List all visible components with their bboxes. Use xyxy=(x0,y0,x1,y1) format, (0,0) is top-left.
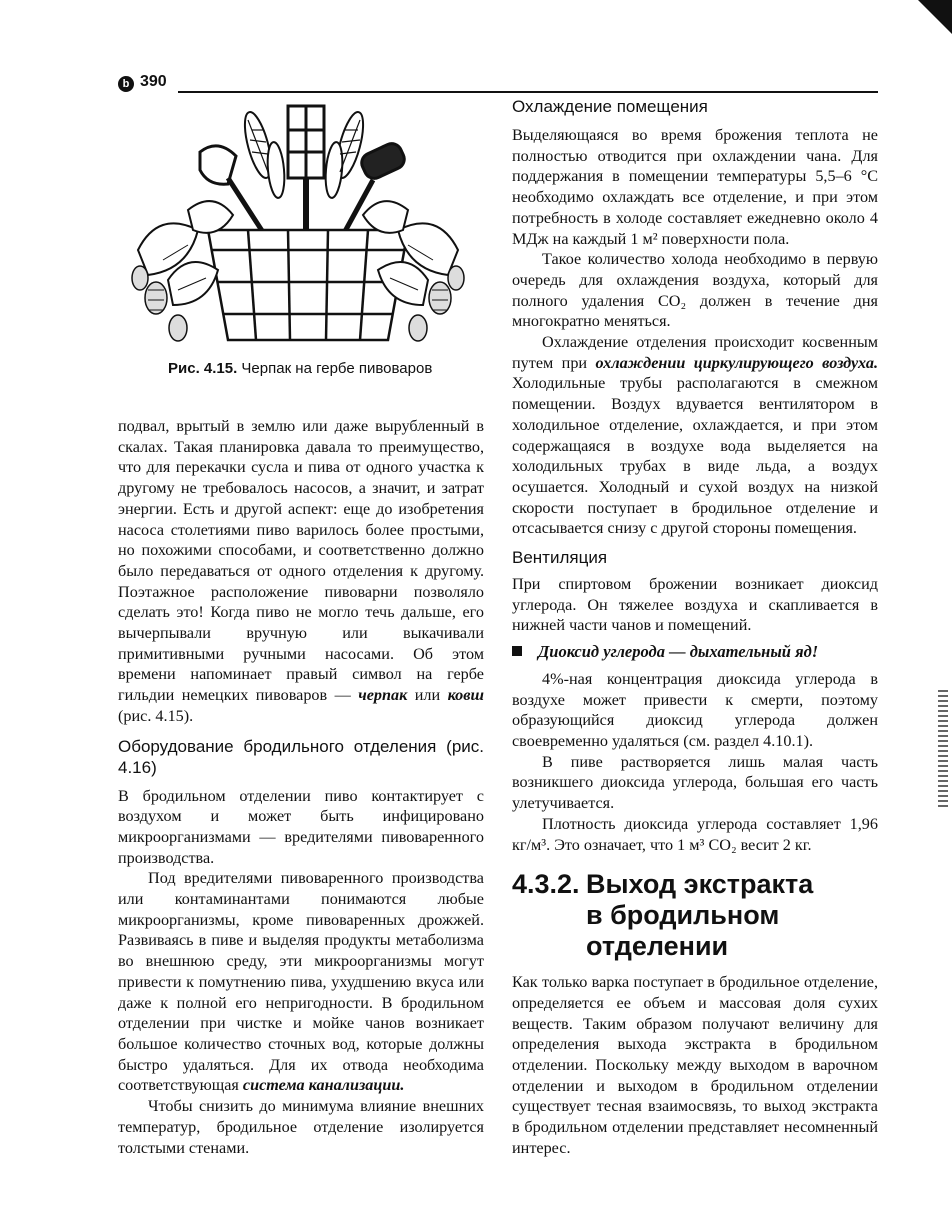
left-p1-end: (рис. 4.15). xyxy=(118,706,194,725)
right-paragraph-3 xyxy=(512,332,878,539)
section-heading-room-cooling: Охлаждение помещения xyxy=(512,97,708,116)
header-rule xyxy=(178,91,878,93)
warning-text: Диоксид углерода — дыхательный яд! xyxy=(538,642,819,662)
right-paragraph-8: Как только варка поступает в бродильное отделение, определяется ее объем и массовая доля сухих веществ. Таким образом получают величину для определения выхода экстракта в бродильном отделении. Поскольку между выходом в варочном отделении и выходом в бродильном отделении существует тесная взаимосвязь, то выход экстракта в бродильном отделении представляет несомненный интерес. xyxy=(512,973,878,1157)
right-paragraph-5: 4%-ная концентрация диоксида углерода в воздухе может привести к смерти, поэтому образующийся диоксид углерода должен своевременно удаляться (см. раздел 4.10.1). xyxy=(512,669,878,750)
bullet-square-icon xyxy=(512,646,522,656)
figure-caption xyxy=(168,360,468,377)
left-column xyxy=(118,416,484,1158)
left-paragraph-3 xyxy=(118,868,484,1096)
left-p1-text: подвал, врытый в землю или даже вырубленный в скалах. Такая планировка давала то преимущество, что для перекачки сусла и пива от одного участка к другому не требовалось насосов, а значит, и затрат энергии. Есть и другой аспект: еще до изобретения насоса столетиями пиво варилось более простыми, но похожими способами, и соответственно должно было передаваться от одного отделения к другому. Поэтажное расположение пивоварни позволяло сделать это! Когда пиво не могло течь дальше, его вычерпывали вручную или выкачивали примитивными ручными насосами. Об этом времени напоминает правый символ на гербе гильдии немецких пивоваров — xyxy=(118,417,484,705)
circled-b-icon: b xyxy=(118,76,134,92)
figure-caption-number: Рис. 4.15. xyxy=(168,360,238,377)
section-number: 4.3.2. xyxy=(512,869,580,900)
left-p1-emphasis-2: ковш xyxy=(447,686,484,705)
left-paragraph-1 xyxy=(118,416,484,727)
left-paragraph-2: В бродильном отделении пиво контактирует с воздухом и может быть инфицировано микроорганизмами — вредителями пивоваренного производства. xyxy=(118,786,484,867)
page-number: 390 xyxy=(140,73,167,90)
right-paragraph-1: Выделяющаяся во время брожения теплота не полностью отводится при охлаждении чана. Для поддержания в помещении температуры 5,5–6 °С необходимо охлаждать все отделение, и при этом потребность в холоде составляет ежедневно около 4 МДж на каждый 1 м² поверхности пола. xyxy=(512,126,878,248)
section-heading-4-3-2 xyxy=(512,869,878,962)
page-corner-mark xyxy=(918,0,952,34)
section-heading-ventilation: Вентиляция xyxy=(512,548,608,568)
section-heading-equipment: Оборудование бродильного отделения (рис. 4.16) xyxy=(118,736,484,777)
left-p3-text: Под вредителями пивоваренного производства или контаминантами понимаются любые микроорганизмы, кроме пивоваренных дрожжей. Развиваясь в пиве и выделяя продукты метаболизма во внешнюю среду, эти микроорганизмы могут привести к помутнению пива, ухудшению вкуса или даже к полной его непригодности. В бродильном отделении при чистке и мойке чанов возникает большое количество сточных вод, которые должны быстро удаляться. Для их отвода необходима соответствующая xyxy=(118,869,484,1095)
right-p3-start: Охлаждение отделения происходит косвенным путем при xyxy=(512,333,878,372)
page-header xyxy=(118,74,878,96)
figure-caption-text: Черпак на гербе пивоваров xyxy=(237,360,433,377)
right-paragraph-6: В пиве растворяется лишь малая часть возникшего диоксида углерода, большая его часть улетучивается. xyxy=(512,752,878,813)
scan-edge-marks xyxy=(938,690,948,810)
right-paragraph-4: При спиртовом брожении возникает диоксид углерода. Он тяжелее воздуха и скапливается в нижней части чанов и помещений. xyxy=(512,575,878,635)
left-p3-emphasis: система канализации. xyxy=(242,1076,405,1095)
section-title: Выход экстракта в бродильном отделении xyxy=(586,869,814,962)
right-paragraph-7: Плотность диоксида углерода составляет 1,96 кг/м³. Это означает, что 1 м³ CO₂ весит 2 кг. xyxy=(512,814,878,854)
right-column xyxy=(512,96,878,1159)
left-paragraph-4: Чтобы снизить до минимума влияние внешних температур, бродильное отделение изолируется толстыми стенами. xyxy=(118,1097,484,1157)
right-p3-end: Холодильные трубы располагаются в смежном помещении. Воздух вдувается вентилятором в холодильное отделение, охлаждается, и при этом содержащаяся в воздухе вода выделяется на холодильных трубах в виде льда, а воздух осушается. Холодный и сухой воздух на низкой скорости поступает в бродильное отделение и отсасывается снизу с другой стороны помещения. xyxy=(512,374,878,538)
coat-of-arms-illustration xyxy=(118,100,478,352)
right-p3-emphasis: охлаждении циркулирующего воздуха. xyxy=(595,353,878,372)
left-p1-emphasis-1: черпак xyxy=(358,686,408,705)
left-p1-mid: или xyxy=(407,686,448,705)
right-paragraph-2: Такое количество холода необходимо в первую очередь для охлаждения воздуха, который для полного удаления CO₂ должен в течение дня многократно меняться. xyxy=(512,250,878,331)
figure-brewers-coat-of-arms xyxy=(118,100,478,352)
warning-line xyxy=(512,642,878,663)
